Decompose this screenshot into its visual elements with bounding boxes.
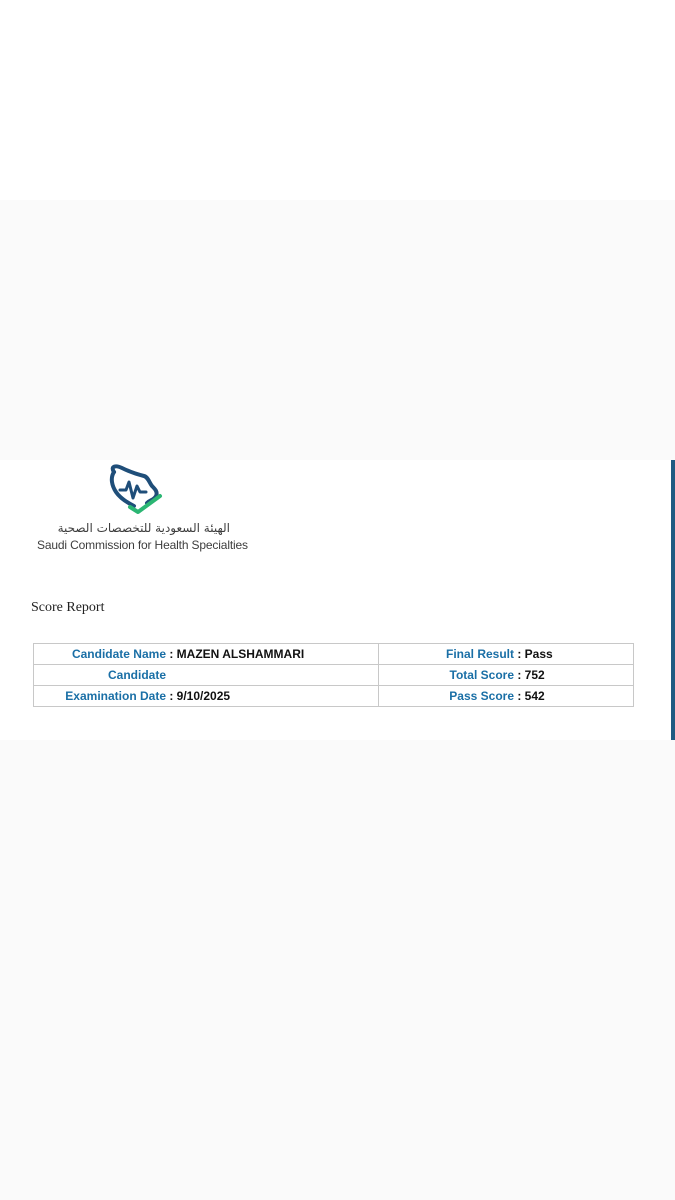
table-row bbox=[34, 644, 634, 665]
candidate-name-value: MAZEN ALSHAMMARI bbox=[176, 647, 305, 661]
pass-score-cell bbox=[379, 686, 634, 707]
page-edge-bar bbox=[671, 460, 675, 740]
upper-background bbox=[0, 200, 675, 460]
candidate-name-label: Candidate Name bbox=[71, 647, 166, 661]
exam-date-label: Examination Date bbox=[65, 689, 166, 703]
final-result-label: Final Result bbox=[445, 647, 514, 661]
label-separator: : bbox=[166, 689, 177, 703]
report-title: Score Report bbox=[31, 600, 105, 615]
redacted-area bbox=[172, 668, 264, 682]
label-separator: : bbox=[514, 647, 525, 661]
table-row bbox=[34, 686, 634, 707]
lower-background bbox=[0, 740, 675, 1200]
score-table bbox=[33, 643, 634, 707]
total-score-value: 752 bbox=[524, 668, 545, 682]
org-name-arabic: الهيئة السعودية للتخصصات الصحية bbox=[57, 521, 230, 535]
top-blank-area bbox=[0, 0, 675, 200]
final-result-cell bbox=[379, 644, 634, 665]
candidate-id-cell bbox=[34, 665, 379, 686]
label-separator: : bbox=[514, 689, 525, 703]
exam-date-cell bbox=[34, 686, 379, 707]
candidate-id-label: Candidate bbox=[107, 667, 166, 682]
pass-score-value: 542 bbox=[524, 689, 545, 703]
label-separator: : bbox=[166, 647, 177, 661]
total-score-cell bbox=[379, 665, 634, 686]
candidate-name-cell bbox=[34, 644, 379, 665]
table-row bbox=[34, 665, 634, 686]
exam-date-value: 9/10/2025 bbox=[176, 689, 231, 703]
map-heartbeat-logo-icon bbox=[100, 462, 172, 518]
label-separator: : bbox=[514, 668, 525, 682]
final-result-value: Pass bbox=[524, 647, 553, 661]
total-score-label: Total Score bbox=[449, 668, 514, 682]
org-name-english: Saudi Commission for Health Specialties bbox=[37, 538, 248, 552]
pass-score-label: Pass Score bbox=[449, 689, 514, 703]
